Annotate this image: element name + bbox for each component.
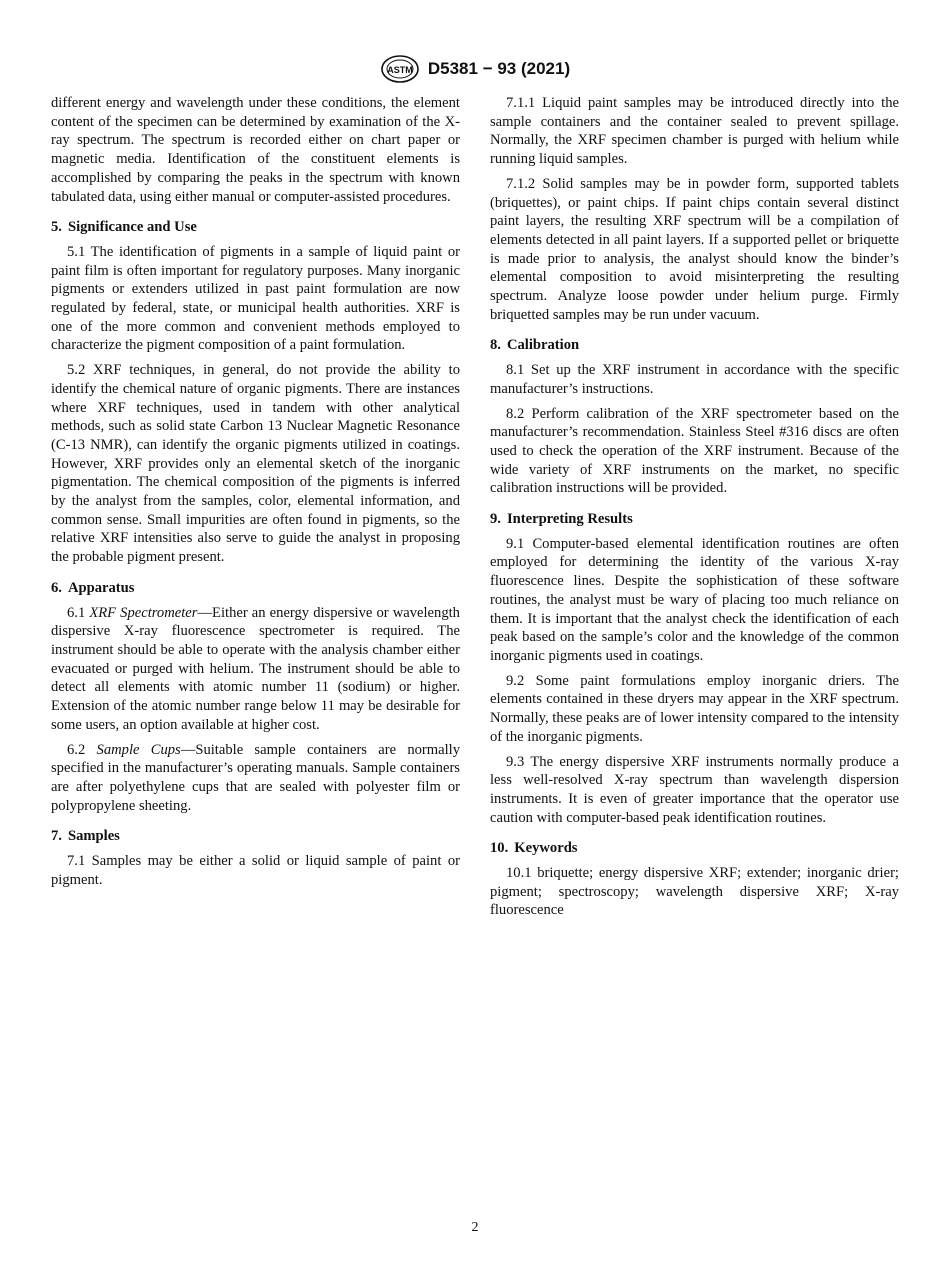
page-header	[0, 52, 950, 86]
right-column	[490, 94, 899, 926]
paragraph-8-2: 8.2 Perform calibration of the XRF spectrometer based on the manufacturer’s recommendation. Stainless Steel #316 discs are often used to check the operation of the XRF instrument. Because of the wide variety of XRF instruments on the market, no specific calibration instructions will be provided.	[490, 405, 899, 497]
section-10-heading: 10. Keywords	[490, 840, 578, 857]
section-8-heading: 8. Calibration	[490, 337, 580, 354]
paragraph-6-2: 6.2 Sample Cups—Suitable sample containers are normally specified in the manufacturer’s operating manuals. Sample containers are after polyethylene cups that are sealed with polyester film or polypropylene sheeting.	[51, 741, 461, 814]
paragraph-7-1-1: 7.1.1 Liquid paint samples may be introduced directly into the sample containers and the container sealed to prevent spillage. Normally, the XRF specimen chamber is purged with helium while running liquid samples.	[490, 95, 899, 168]
logo-text: ASTM	[387, 65, 413, 75]
section-5-heading: 5. Significance and Use	[51, 219, 197, 236]
astm-logo-icon	[380, 54, 420, 84]
paragraph-7-1-2: 7.1.2 Solid samples may be in powder form, supported tablets (briquettes), or paint chips. If paint chips contain several distinct paint layers, the resulting XRF spectrum will be a compilation of elements detected in all paint layers. If a supported pellet or briquette is made prior to analysis, the analyst should know the binder’s elemental composition to avoid misinterpreting the resulting spectrum. Analyze loose powder under helium purge. Firmly briquetted samples may be run under vacuum.	[490, 175, 899, 323]
paragraph-6-1: 6.1 XRF Spectrometer—Either an energy dispersive or wavelength dispersive X-ray fluorescence spectrometer is required. The instrument should be able to operate with the analysis chamber either evacuated or purged with helium. The instrument should be able to detect all elements with atomic number 11 (sodium) or higher. Extension of the atomic number range below 11 may be desirable for some users, an option available at higher cost.	[51, 604, 460, 733]
left-column	[51, 94, 460, 895]
page-number: 2	[471, 1220, 479, 1235]
paragraph-10-1: 10.1 briquette; energy dispersive XRF; extender; inorganic drier; pigment; spectroscopy; wavelength dispersive XRF; X-ray fluorescence	[490, 865, 899, 919]
section-9-heading: 9. Interpreting Results	[490, 511, 633, 528]
paragraph-9-3: 9.3 The energy dispersive XRF instruments normally produce a less well-resolved X-ray spectrum than wavelength dispersion instruments. It is even of greater importance that the operator use caution with computer-based peak identification routines.	[490, 753, 899, 826]
paragraph-5-2: 5.2 XRF techniques, in general, do not provide the ability to identify the chemical nature of organic pigments. There are instances where XRF techniques, used in tandem with other analytical methods, such as solid state Carbon 13 Nuclear Magnetic Resonance (C-13 NMR), can identify the organic pigments utilized in coatings. However, XRF provides only an elemental sketch of the inorganic pigmentation. The chemical composition of the pigments is inferred by the analyst from the samples, color, elemental information, and common sense. Small impurities are often found in pigments, so the relative XRF intensities also serve to guide the analyst in proposing the probable pigment present.	[51, 362, 460, 566]
paragraph-7-1: 7.1 Samples may be either a solid or liquid sample of paint or pigment.	[51, 853, 460, 888]
paragraph-5-1: 5.1 The identification of pigments in a sample of liquid paint or paint film is often important for regulatory purposes. Many inorganic pigments or extenders utilized in past paint formulation are now regulated by federal, state, or municipal health authorities. XRF is one of the more common and convenient methods employed to characterize the pigment composition of a paint formulation.	[51, 243, 460, 354]
paragraph-9-1: 9.1 Computer-based elemental identification routines are often employed for determining the identity of the various X-ray fluorescence lines. Despite the sophistication of these software routines, the analyst must be wary of placing too much reliance on them. It is important that the analyst check the identification of each peak based on the sample’s color and the knowledge of the common inorganic pigments used in coatings.	[490, 535, 899, 664]
paragraph-9-2: 9.2 Some paint formulations employ inorganic driers. The elements contained in these dryers may appear in the XRF spectrum. Normally, these peaks are of lower intensity compared to the intensity of the inorganic pigments.	[490, 672, 899, 745]
document-designation: D5381 − 93 (2021)	[427, 59, 571, 78]
intro-continuation: different energy and wavelength under these conditions, the element content of the specimen can be determined by examination of the X-ray spectrum. The spectrum is recorded either on chart paper or magnetic media. Identification of the constituent elements is accomplished by comparing the peaks in the spectrum with known tabulated data, using either manual or computer-assisted procedures.	[51, 95, 460, 205]
paragraph-8-1: 8.1 Set up the XRF instrument in accordance with the specific manufacturer’s instructions.	[490, 362, 899, 397]
section-7-heading: 7. Samples	[51, 828, 120, 845]
section-6-heading: 6. Apparatus	[51, 579, 135, 596]
